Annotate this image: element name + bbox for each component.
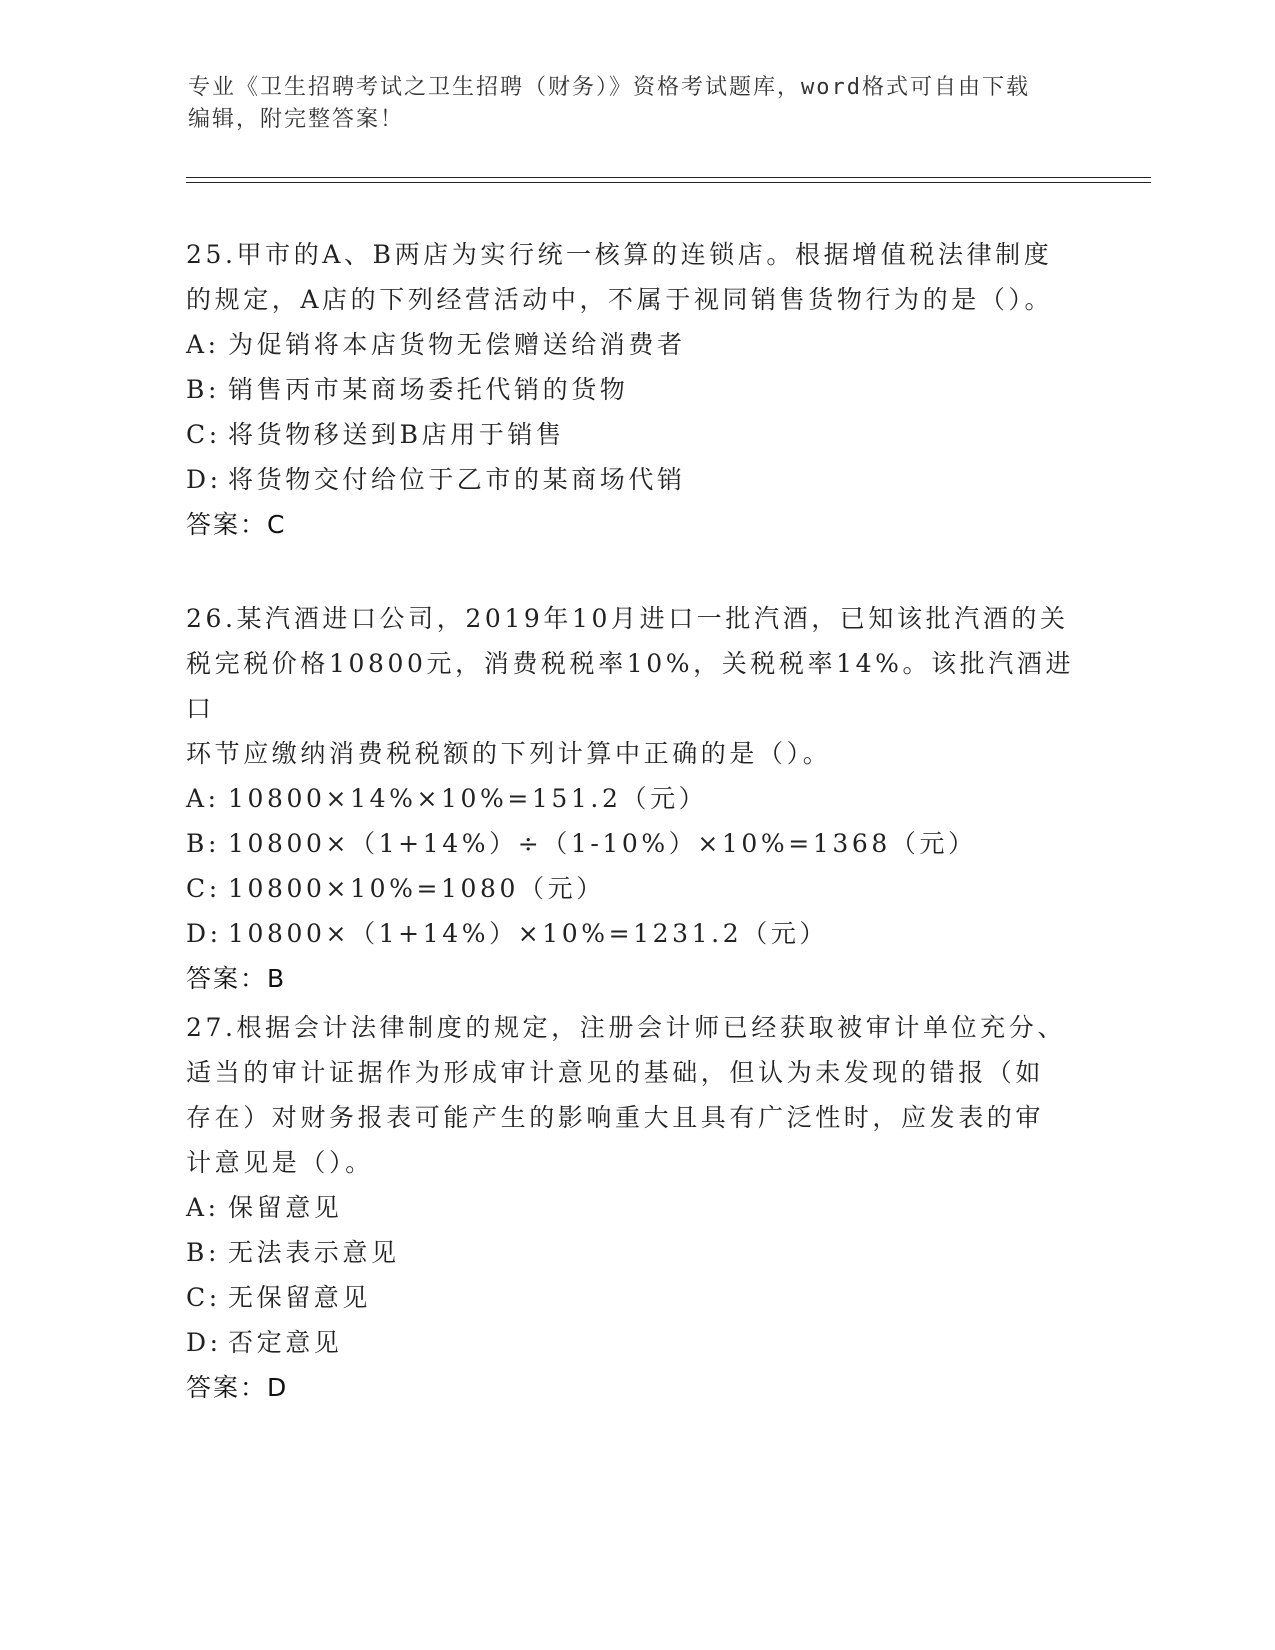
option-key: A: [186, 1193, 220, 1222]
option-a [186, 776, 1086, 821]
question-stem-line: 27.根据会计法律制度的规定，注册会计师已经获取被审计单位充分、 [186, 1013, 1066, 1042]
option-key: C: [186, 1283, 221, 1312]
option-text: 10800×（1+14%）×10%=1231.2（元） [228, 919, 829, 948]
question-25 [186, 232, 1086, 547]
question-stem-line: 26.某汽酒进口公司，2019年10月进口一批汽酒，已知该批汽酒的关 [186, 604, 1069, 633]
question-stem-line: 环节应缴纳消费税税额的下列计算中正确的是（）。 [186, 739, 832, 768]
option-key: B: [186, 375, 220, 404]
option-key: D: [186, 1328, 222, 1357]
answer-label: 答案：C [186, 510, 287, 539]
question-stem-line: 适当的审计证据作为形成审计意见的基础，但认为未发现的错报（如 [186, 1058, 1045, 1087]
option-text: 无保留意见 [228, 1283, 372, 1312]
question-stem [186, 1005, 1086, 1185]
option-text: 10800×14%×10%=151.2（元） [228, 784, 708, 813]
option-c [186, 866, 1086, 911]
question-stem-line: 存在）对财务报表可能产生的影响重大且具有广泛性时，应发表的审 [186, 1103, 1045, 1132]
option-a [186, 1185, 1086, 1230]
header-divider-top [186, 177, 1151, 178]
question-stem-line: 25.甲市的A、B两店为实行统一核算的连锁店。根据增值税法律制度 [186, 240, 1053, 269]
option-key: D: [186, 465, 222, 494]
header-line-2: 编辑，附完整答案！ [188, 107, 405, 132]
option-key: C: [186, 874, 221, 903]
option-text: 10800×10%=1080（元） [228, 874, 605, 903]
question-stem [186, 232, 1086, 322]
option-d [186, 1320, 1086, 1365]
question-stem-line: 计意见是（）。 [186, 1148, 374, 1177]
question-27 [186, 1005, 1086, 1410]
option-a [186, 322, 1086, 367]
header-divider-bottom [186, 182, 1151, 183]
option-key: B: [186, 829, 220, 858]
question-26 [186, 596, 1086, 1001]
answer-label: 答案：D [186, 1373, 289, 1402]
option-b [186, 367, 1086, 412]
question-stem-line: 的规定，A店的下列经营活动中，不属于视同销售货物行为的是（）。 [186, 285, 1054, 314]
header-line-1: 专业《卫生招聘考试之卫生招聘（财务）》资格考试题库，word格式可自由下载 [188, 75, 1030, 100]
question-stem [186, 596, 1086, 776]
option-c [186, 1275, 1086, 1320]
option-b [186, 821, 1086, 866]
option-text: 保留意见 [228, 1193, 343, 1222]
answer-label: 答案：B [186, 964, 287, 993]
option-key: C: [186, 420, 221, 449]
option-key: A: [186, 330, 220, 359]
question-stem-line: 税完税价格10800元，消费税税率10%，关税税率14%。该批汽酒进口 [186, 649, 1075, 723]
option-text: 否定意见 [228, 1328, 343, 1357]
option-c [186, 412, 1086, 457]
option-text: 销售丙市某商场委托代销的货物 [228, 375, 629, 404]
option-text: 为促销将本店货物无偿赠送给消费者 [228, 330, 686, 359]
option-key: D: [186, 919, 222, 948]
option-text: 将货物交付给位于乙市的某商场代销 [228, 465, 686, 494]
option-b [186, 1230, 1086, 1275]
option-text: 无法表示意见 [228, 1238, 400, 1267]
option-key: B: [186, 1238, 220, 1267]
option-d [186, 457, 1086, 502]
option-text: 将货物移送到B店用于销售 [228, 420, 565, 449]
option-d [186, 911, 1086, 956]
option-text: 10800×（1+14%）÷（1-10%）×10%=1368（元） [228, 829, 977, 858]
option-key: A: [186, 784, 220, 813]
document-header [188, 72, 1068, 136]
